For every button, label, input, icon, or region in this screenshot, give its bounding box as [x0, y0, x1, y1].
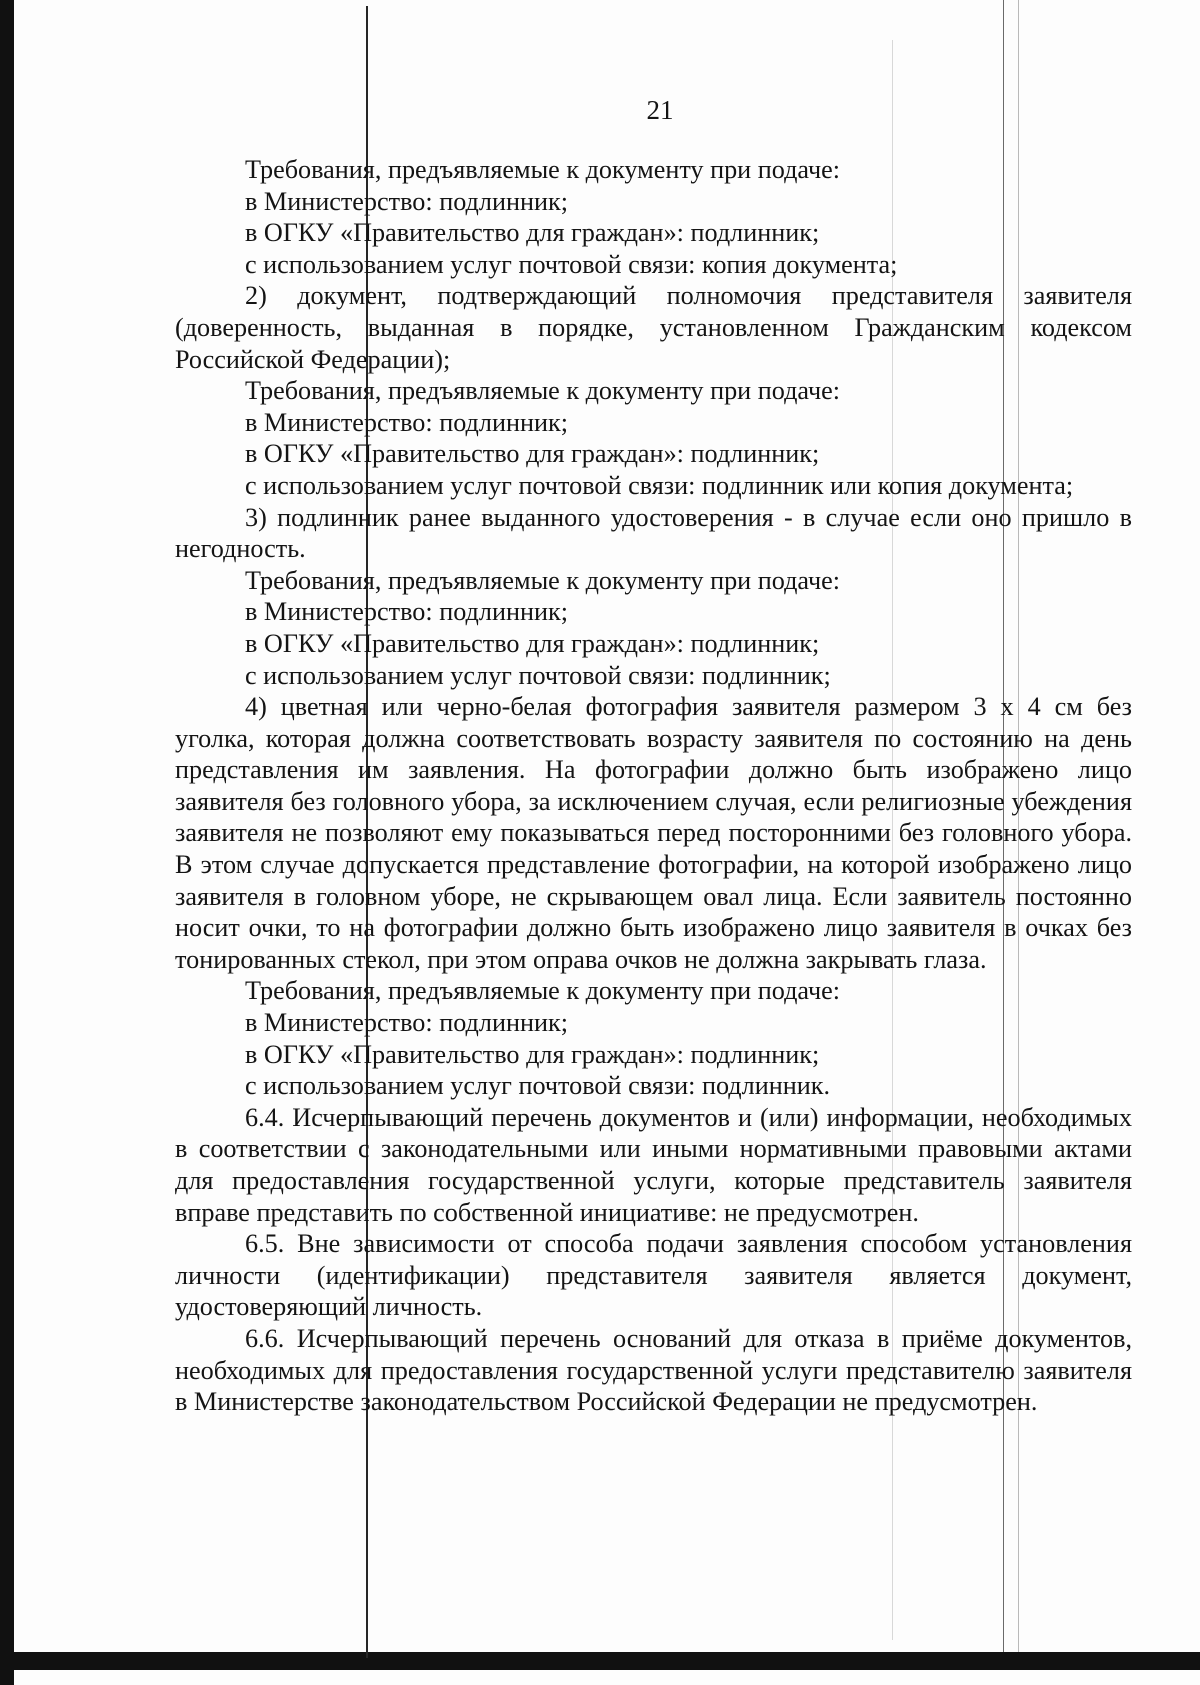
paragraph: в ОГКУ «Правительство для граждан»: подлинник;: [245, 1039, 820, 1069]
paragraph: 4) цветная или черно-белая фотография заявителя размером 3 х 4 см без уголка, которая должна соответствовать возрасту заявителя по состоянию на день представления им заявления. На фотографии должно быть изображено лицо заявителя без головного убора, за исключением случая, если религиозные убеждения заявителя не позволяют ему показываться перед посторонними без головного убора. В этом случае допускается представление фотографии, на которой изображено лицо заявителя в головном уборе, не скрывающем овал лица. Если заявитель постоянно носит очки, то на фотографии должно быть изображено лицо заявителя в очках без тонированных стекол, при этом оправа очков не должна закрывать глаза.: [175, 692, 1132, 974]
paragraph: 6.4. Исчерпывающий перечень документов и (или) информации, необходимых в соответствии с законодательными или иными нормативными правовыми актами для предоставления государственной услуги, которые представитель заявителя вправе представить по собственной инициативе: не предусмотрен.: [175, 1102, 1132, 1227]
paragraph: Требования, предъявляемые к документу при подаче:: [245, 565, 841, 595]
paragraph: с использованием услуг почтовой связи: подлинник.: [245, 1071, 831, 1101]
paragraph: 2) документ, подтверждающий полномочия представителя заявителя (доверенность, выданная в порядке, установленном Гражданским кодексом Российской Федерации);: [175, 281, 1132, 374]
paragraph: в ОГКУ «Правительство для граждан»: подлинник;: [245, 439, 820, 469]
paragraph: в Министерство: подлинник;: [245, 597, 568, 627]
paragraph: Требования, предъявляемые к документу при подаче:: [245, 155, 841, 184]
paragraph: с использованием услуг почтовой связи: копия документа;: [245, 249, 898, 279]
paragraph: 6.6. Исчерпывающий перечень оснований для отказа в приёме документов, необходимых для предоставления государственной услуги представителю заявителя в Министерстве законодательством Российской Федерации не предусмотрен.: [175, 1323, 1132, 1417]
paragraph: 6.5. Вне зависимости от способа подачи заявления способом установления личности (идентификации) представителя заявителя является документ, удостоверяющий личность.: [175, 1229, 1132, 1322]
paragraph: в Министерство: подлинник;: [245, 407, 568, 437]
paragraph: Требования, предъявляемые к документу при подаче:: [245, 376, 841, 406]
document-body: [175, 154, 1132, 1418]
paragraph: с использованием услуг почтовой связи: подлинник или копия документа;: [245, 470, 1074, 500]
page-number: 21: [646, 95, 674, 125]
paragraph: в Министерство: подлинник;: [245, 186, 568, 216]
paragraph: Требования, предъявляемые к документу при подаче:: [245, 976, 841, 1006]
scan-bottom-edge: [0, 1652, 1200, 1670]
paragraph: в ОГКУ «Правительство для граждан»: подлинник;: [245, 218, 820, 248]
paragraph: в ОГКУ «Правительство для граждан»: подлинник;: [245, 628, 820, 658]
scan-left-edge: [0, 0, 14, 1685]
paragraph: 3) подлинник ранее выданного удостоверения - в случае если оно пришло в негодность.: [175, 502, 1132, 564]
paragraph: в Министерство: подлинник;: [245, 1008, 568, 1038]
paragraph: с использованием услуг почтовой связи: подлинник;: [245, 660, 831, 690]
